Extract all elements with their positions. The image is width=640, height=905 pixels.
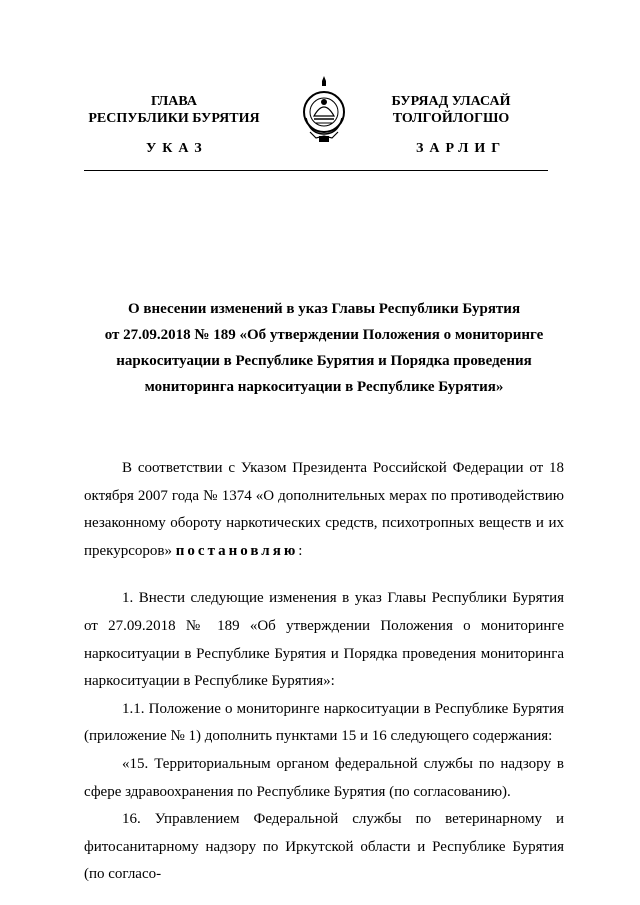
header-divider [84,170,548,171]
preamble-text: В соответствии с Указом Президента Российской Федерации от 18 октября 2007 года № 1374 «О дополнительных мерах по противодействию незаконному обороту наркотических средств, психотропных веществ и их прекурсоров» [84,460,564,559]
decree-label-buryat: ЗАРЛИГ [416,141,507,156]
paragraph-1: 1. Внести следующие изменения в указ Главы Республики Бурятия от 27.09.2018 № 189 «Об утверждении Положения о мониторинге наркоситуации в Республике Бурятия и Порядка проведения мониторинга наркоситуации в Республике Бурятия»: [84,590,564,690]
header-right-line2: ТОЛГОЙЛОГШО [392,111,510,126]
header-left-line1: ГЛАВА [151,94,197,109]
title-line-1: О внесении изменений в указ Главы Республики Бурятия [127,301,521,317]
paragraph-15: «15. Территориальным органом федеральной службы по надзору в сфере здравоохранения по Республике Бурятия (по согласованию). [84,755,564,800]
paragraph-16: 16. Управлением Федеральной службы по ветеринарному и фитосанитарному надзору по Иркутской области и Республике Бурятия (по согласо- [84,811,564,883]
title-line-2: от 27.09.2018 № 189 «Об утверждении Положения о мониторинге [104,327,544,343]
coat-of-arms-emblem [302,72,346,150]
decree-label-russian: УКАЗ [146,141,208,156]
title-line-3: наркоситуации в Республике Бурятия и Порядка проведения [116,353,532,369]
paragraph-1-1: 1.1. Положение о мониторинге наркоситуации в Республике Бурятия (приложение № 1) дополнить пунктами 15 и 16 следующего содержания: [84,700,564,745]
header-right-line1: БУРЯАД УЛАСАЙ [391,94,511,109]
preamble-paragraph [84,455,564,565]
decree-word: постановляю [175,542,299,559]
header-left-line2: РЕСПУБЛИКИ БУРЯТИЯ [88,111,260,126]
header-left [84,93,264,127]
title-line-4: мониторинга наркоситуации в Республике Бурятия» [144,379,504,395]
document-body [84,455,564,889]
preamble-colon: : [298,542,303,559]
document-title [84,296,564,400]
header-right [376,93,526,127]
